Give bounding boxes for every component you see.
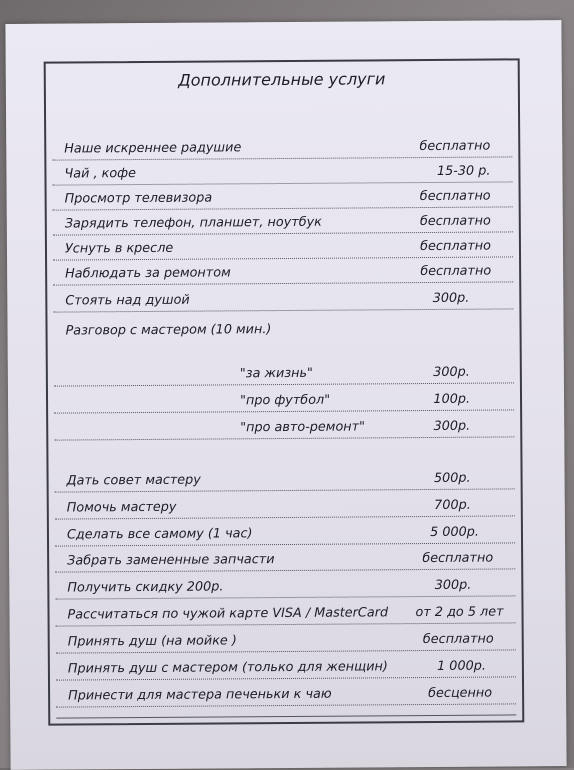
service-price: бесплатно	[420, 238, 492, 255]
conversation-topic: "про футбол"	[239, 392, 331, 409]
service-price: бесценно	[428, 685, 493, 702]
list-item	[54, 412, 514, 440]
service-label: Принять душ (на мойке )	[67, 633, 237, 650]
list-item	[53, 182, 513, 210]
list-item	[53, 284, 513, 312]
service-label: Принять душ с мастером (только для женщин)	[67, 659, 388, 677]
list-item	[56, 652, 516, 680]
list-item	[52, 132, 512, 160]
list-item	[54, 385, 514, 413]
service-label: Чай , кофе	[64, 166, 137, 182]
service-price: 300р.	[434, 577, 472, 593]
list-item	[52, 157, 512, 185]
price-list-frame	[44, 58, 525, 725]
service-price: 15-30 р.	[436, 163, 491, 179]
section-heading: Разговор с мастером (10 мин.)	[65, 322, 272, 339]
service-label: Дать совет мастеру	[66, 472, 201, 489]
service-label: Рассчитаться по чужой карте VISA / MasterCard	[67, 605, 389, 623]
service-price: 500р.	[433, 470, 471, 486]
service-price: 300р.	[433, 364, 470, 380]
service-price: бесплатно	[422, 631, 494, 648]
service-label: Принести для мастера печеньки к чаю	[68, 686, 332, 704]
service-label: Уснуть в кресле	[64, 240, 174, 257]
list-item	[56, 679, 516, 707]
service-label: Сделать все самому (1 час)	[66, 526, 253, 543]
page-title: Дополнительные услуги	[178, 69, 386, 90]
list-item	[55, 598, 515, 626]
service-price: бесплатно	[420, 263, 492, 280]
service-price: 5 000р.	[430, 524, 480, 540]
list-item	[55, 544, 515, 572]
service-price: 700р.	[434, 497, 471, 513]
service-label: Помочь мастеру	[66, 499, 177, 516]
conversation-topic: "про авто-ремонт"	[240, 419, 366, 436]
service-label: Получить скидку 200р.	[67, 579, 224, 596]
service-label: Стоять над душой	[65, 292, 190, 309]
service-label: Наблюдать за ремонтом	[65, 265, 231, 282]
service-price: бесплатно	[422, 550, 494, 567]
list-item	[56, 625, 516, 653]
list-item	[55, 464, 515, 492]
paper-sheet	[5, 20, 566, 770]
list-item	[53, 207, 513, 235]
service-label: Забрать замененные запчасти	[67, 552, 275, 569]
service-label: Просмотр телевизора	[64, 190, 213, 207]
list-item	[55, 491, 515, 519]
service-price: 300р.	[433, 418, 471, 434]
service-price: от 2 до 5 лет	[415, 604, 504, 621]
service-price: бесплатно	[419, 188, 491, 205]
list-item	[54, 358, 514, 386]
list-item	[55, 571, 515, 599]
service-price: бесплатно	[419, 213, 491, 230]
list-item	[53, 232, 513, 260]
service-price: 100р.	[433, 391, 471, 407]
service-label: Наше искреннее радушие	[64, 140, 242, 157]
service-price: 300р.	[432, 290, 470, 306]
service-label: Зарядить телефон, планшет, ноутбук	[64, 214, 322, 232]
conversation-topic: "за жизнь"	[239, 365, 313, 382]
list-item	[53, 257, 513, 285]
service-price: 1 000р.	[437, 658, 486, 674]
divider	[56, 714, 516, 718]
list-item	[55, 518, 515, 546]
service-price: бесплатно	[419, 138, 491, 155]
